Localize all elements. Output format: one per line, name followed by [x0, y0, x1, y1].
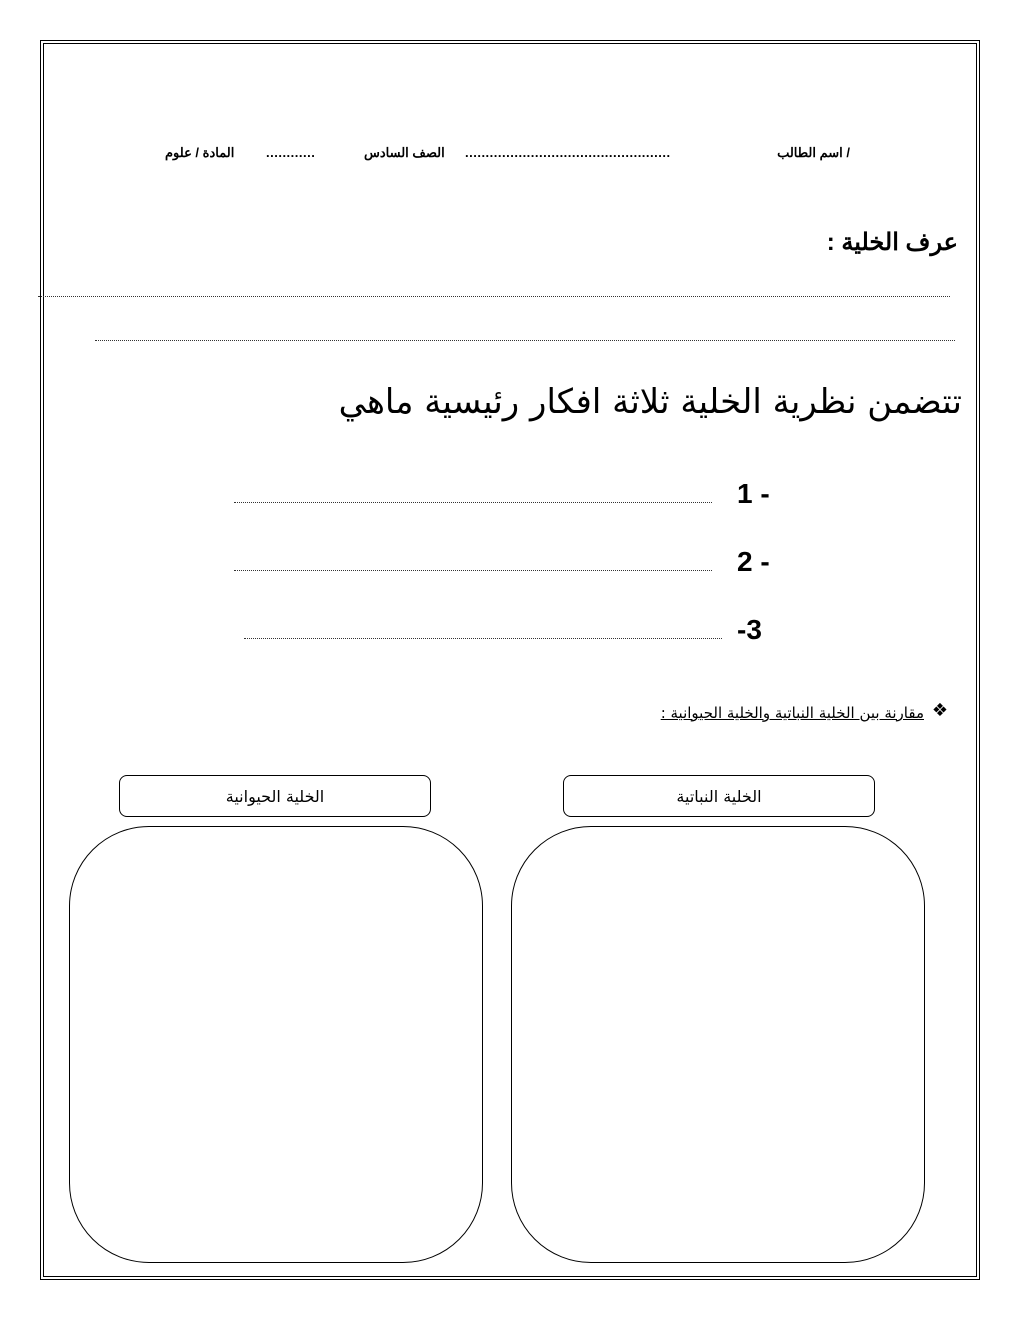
theory-item-1-number: 1 - [737, 478, 770, 509]
grade-field[interactable]: ............ [266, 145, 316, 160]
define-cell-question: عرف الخلية : [826, 229, 958, 256]
student-name-field[interactable]: .................................................. [465, 145, 671, 160]
comparison-title: مقارنة بين الخلية النباتية والخلية الحيوانية : [660, 704, 924, 722]
theory-item-2-line[interactable] [234, 570, 712, 571]
cell-theory-question: تتضمن نظرية الخلية ثلاثة افكار رئيسية ماهي [338, 382, 962, 422]
theory-item-1-line[interactable] [234, 502, 712, 503]
plant-cell-answer-box[interactable] [511, 826, 925, 1263]
theory-item-3-line[interactable] [244, 638, 722, 639]
animal-cell-label: الخلية الحيوانية [119, 775, 431, 817]
subject-label: المادة / علوم [165, 145, 235, 160]
answer-line-2[interactable] [95, 340, 955, 341]
answer-line-1[interactable] [38, 296, 950, 297]
theory-item-2-number: 2 - [737, 546, 770, 577]
student-name-label: اسم الطالب / [777, 145, 850, 160]
theory-item-3-number: -3 [737, 614, 762, 645]
diamond-bullet-icon: ❖ [931, 700, 948, 721]
animal-cell-answer-box[interactable] [69, 826, 483, 1263]
plant-cell-label: الخلية النباتية [563, 775, 875, 817]
grade-label: الصف السادس [364, 145, 445, 160]
